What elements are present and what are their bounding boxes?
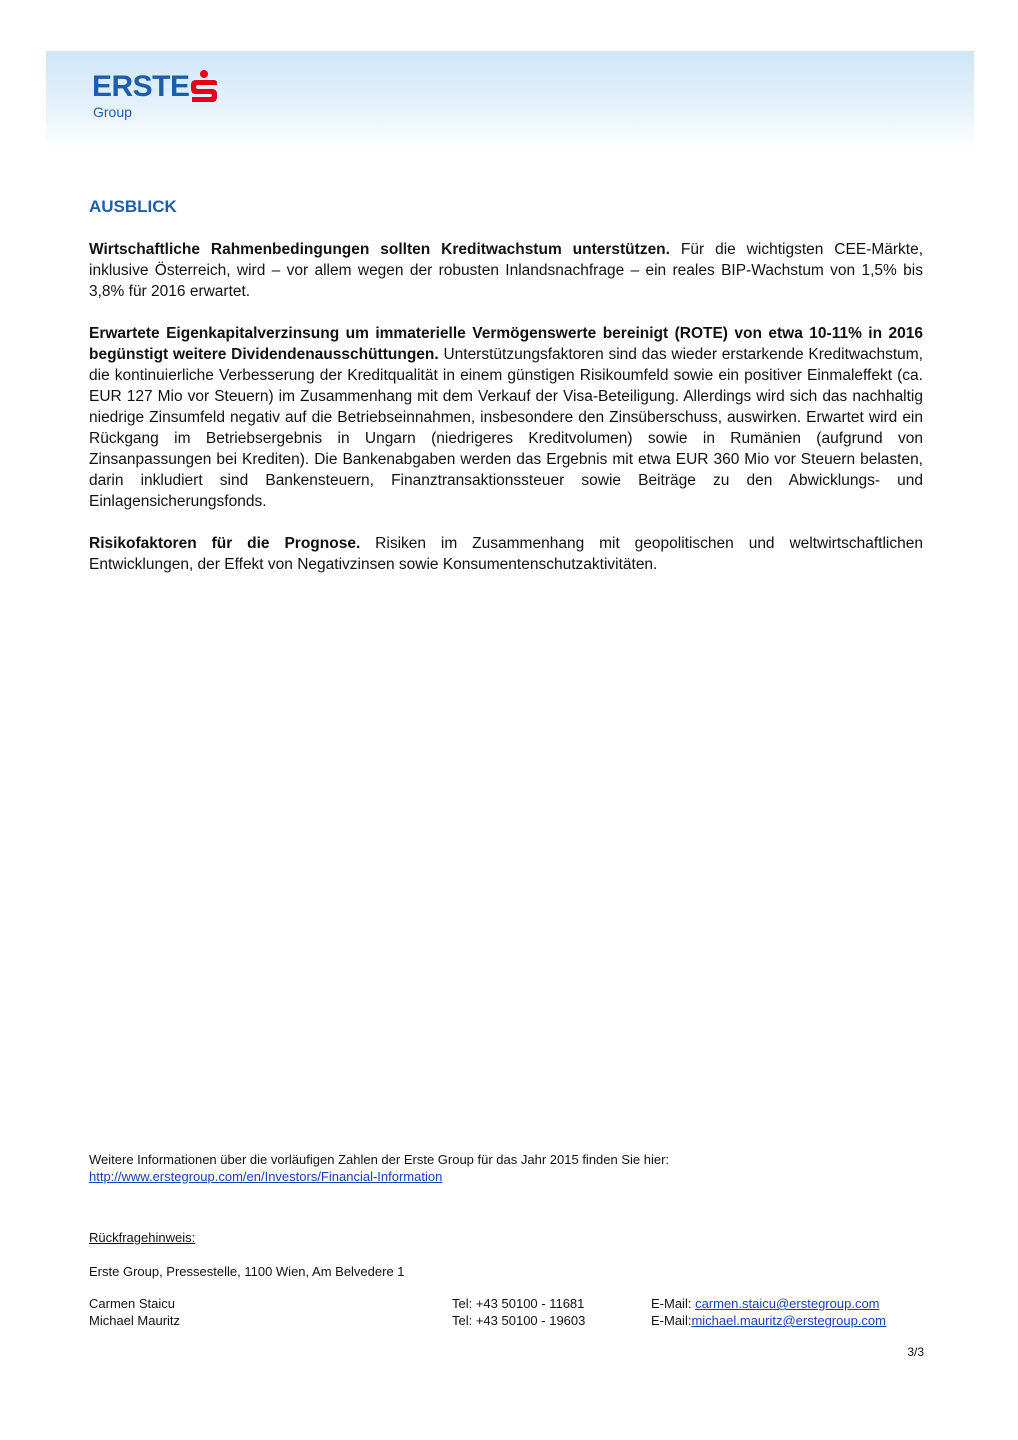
paragraph-lead: Wirtschaftliche Rahmenbedingungen sollten Kreditwachstum unterstützen. (89, 241, 670, 258)
press-office (89, 1263, 929, 1280)
contact-heading (89, 1229, 929, 1246)
contact-row (89, 1312, 929, 1329)
info-text: Weitere Informationen über die vorläufigen Zahlen der Erste Group für das Jahr 2015 finden Sie hier: (89, 1152, 670, 1167)
contact-heading-text: Rückfragehinweis: (89, 1230, 196, 1245)
paragraph-economy (89, 239, 923, 302)
contact-tel: Tel: +43 50100 - 11681 (452, 1296, 585, 1311)
email-label: E-Mail: (651, 1313, 692, 1328)
section-heading: AUSBLICK (89, 197, 177, 216)
paragraph-lead: Erwartete Eigenkapitalverzinsung um immaterielle Vermögenswerte bereinigt (ROTE) von etwa 10-11% in 2016 begünstigt weitere Dividendenausschüttungen. (89, 325, 923, 363)
main-content (89, 196, 923, 596)
sparkasse-s-icon (190, 70, 218, 104)
erste-logo (92, 68, 232, 128)
paragraph-body: Risiken im Zusammenhang mit geopolitischen und weltwirtschaftlichen Entwicklungen, der Effekt von Negativzinsen sowie Konsumentenschutzaktivitäten. (89, 535, 923, 573)
contact-name: Carmen Staicu (89, 1296, 175, 1311)
email-link[interactable]: michael.mauritz@erstegroup.com (691, 1313, 886, 1328)
logo-wordmark: ERSTE (92, 70, 190, 103)
contact-tel: Tel: +43 50100 - 19603 (452, 1313, 586, 1328)
paragraph-lead: Risikofaktoren für die Prognose. (89, 535, 361, 552)
page-number: 3/3 (907, 1345, 924, 1359)
paragraph-body: Unterstützungsfaktoren sind das wieder erstarkende Kreditwachstum, die kontinuierliche Verbesserung der Kreditqualität in einem günstigen Risikoumfeld sowie ein positiver Einmaleffekt (ca. EUR 127 Mio vor Steuern) im Zusammenhang mit dem Verkauf der Visa-Beteiligung. Allerdings wird sich das nachhaltig niedrige Zinsumfeld negativ auf die Betriebseinnahmen, insbesondere den Zinsüberschuss, auswirken. Erwartet wird ein Rückgang im Betriebsergebnis in Ungarn (niedrigeres Kreditvolumen) sowie in Rumänien (aufgrund von Zinsanpassungen bei Krediten). Die Bankenabgaben werden das Ergebnis mit etwa EUR 360 Mio vor Steuern belasten, darin inkludiert sind Bankensteuern, Finanztransaktionssteuer sowie Beiträge zu den Abwicklungs- und Einlagensicherungsfonds. (89, 346, 923, 510)
paragraph-rote (89, 323, 923, 512)
contact-name: Michael Mauritz (89, 1313, 181, 1328)
logo-subtitle: Group (93, 104, 132, 120)
financial-info-link[interactable]: http://www.erstegroup.com/en/Investors/Financial-Information (89, 1169, 443, 1184)
email-label: E-Mail: (651, 1296, 696, 1311)
contact-list (89, 1295, 929, 1335)
contact-email (651, 1295, 880, 1312)
contact-email (651, 1312, 886, 1329)
paragraph-body: Für die wichtigsten CEE-Märkte, inklusive Österreich, wird – vor allem wegen der robusten Inlandsnachfrage – ein reales BIP-Wachstum von 1,5% bis 3,8% für 2016 erwartet. (89, 241, 923, 300)
email-link[interactable]: carmen.staicu@erstegroup.com (695, 1296, 880, 1311)
footer-info (89, 1151, 929, 1185)
contact-row (89, 1295, 929, 1312)
paragraph-risks (89, 533, 923, 575)
press-office-text: Erste Group, Pressestelle, 1100 Wien, Am Belvedere 1 (89, 1264, 405, 1279)
